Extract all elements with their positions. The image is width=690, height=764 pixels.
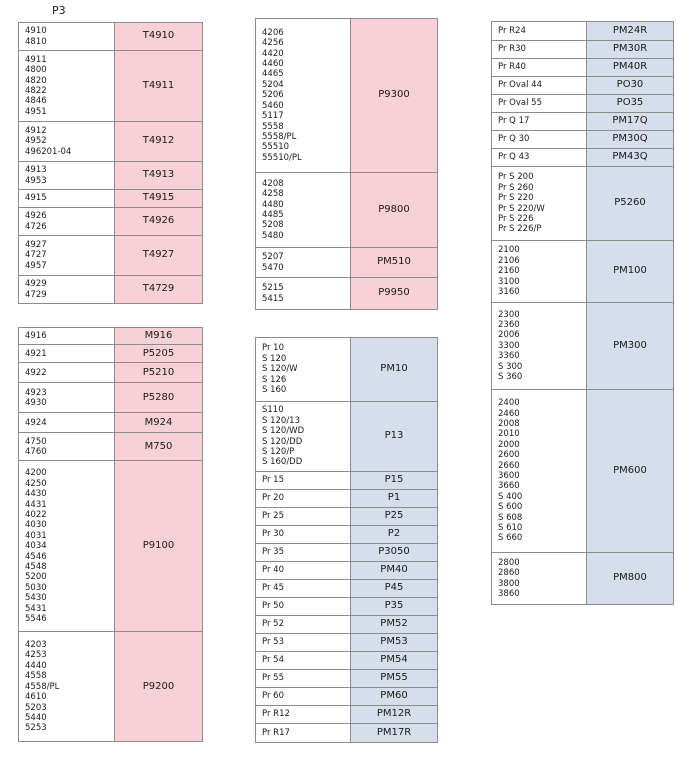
- series-label: P9800: [351, 173, 438, 248]
- series-label: PM53: [351, 634, 438, 652]
- product-codes: 4208 4258 4480 4485 5208 5480: [256, 173, 351, 248]
- product-codes: Pr R40: [492, 59, 587, 77]
- table-row: [256, 248, 438, 278]
- series-label: PM600: [587, 390, 674, 553]
- table-row: [256, 173, 438, 248]
- series-label: P45: [351, 580, 438, 598]
- table-row: [256, 616, 438, 634]
- table-row: [256, 670, 438, 688]
- table-row: [19, 122, 203, 162]
- table-row: [492, 131, 674, 149]
- series-label: T4927: [115, 236, 203, 276]
- series-label: P3050: [351, 544, 438, 562]
- table-row: [19, 328, 203, 345]
- series-label: PM300: [587, 303, 674, 390]
- product-codes: 4924: [19, 413, 115, 433]
- product-codes: Pr 54: [256, 652, 351, 670]
- xref-table-p9300-group: [255, 18, 438, 310]
- product-codes: 4200 4250 4430 4431 4022 4030 4031 4034 4546 4548 5200 5030 5430 5431 5546: [19, 461, 115, 632]
- series-label: M916: [115, 328, 203, 345]
- table-row: [256, 580, 438, 598]
- series-label: T4910: [115, 23, 203, 51]
- product-codes: Pr 45: [256, 580, 351, 598]
- product-codes: Pr 15: [256, 472, 351, 490]
- product-codes: Pr 35: [256, 544, 351, 562]
- product-codes: Pr R30: [492, 41, 587, 59]
- product-codes: 2300 2360 2006 3300 3360 S 300 S 360: [492, 303, 587, 390]
- series-label: PM510: [351, 248, 438, 278]
- product-codes: 4203 4253 4440 4558 4558/PL 4610 5203 5440 5253: [19, 632, 115, 742]
- product-codes: 4916: [19, 328, 115, 345]
- series-label: P13: [351, 402, 438, 472]
- table-row: [256, 688, 438, 706]
- series-label: T4926: [115, 208, 203, 236]
- table-row: [492, 149, 674, 167]
- series-label: PM30Q: [587, 131, 674, 149]
- table-row: [256, 562, 438, 580]
- table-row: [492, 113, 674, 131]
- product-codes: 4911 4800 4820 4822 4846 4951: [19, 51, 115, 122]
- series-label: PM55: [351, 670, 438, 688]
- product-codes: 4921: [19, 345, 115, 363]
- product-codes: 4910 4810: [19, 23, 115, 51]
- product-codes: 4929 4729: [19, 276, 115, 304]
- product-codes: Pr Q 30: [492, 131, 587, 149]
- series-label: M924: [115, 413, 203, 433]
- product-codes: 4915: [19, 190, 115, 208]
- series-label: P25: [351, 508, 438, 526]
- xref-table-pm10-group: [255, 337, 438, 743]
- product-codes: S110 S 120/13 S 120/WD S 120/DD S 120/P S 160/DD: [256, 402, 351, 472]
- series-label: PM30R: [587, 41, 674, 59]
- product-codes: 5207 5470: [256, 248, 351, 278]
- table-row: [492, 167, 674, 241]
- series-label: P5280: [115, 383, 203, 413]
- product-codes: Pr R24: [492, 22, 587, 41]
- table-row: [256, 634, 438, 652]
- product-codes: 4912 4952 496201-04: [19, 122, 115, 162]
- product-codes: Pr 30: [256, 526, 351, 544]
- xref-table-t4910-group: [18, 22, 203, 304]
- table-row: [492, 303, 674, 390]
- table-row: [256, 652, 438, 670]
- product-codes: Pr R12: [256, 706, 351, 724]
- series-label: P9100: [115, 461, 203, 632]
- series-label: P2: [351, 526, 438, 544]
- table-row: [256, 724, 438, 743]
- product-codes: Pr 40: [256, 562, 351, 580]
- product-codes: Pr Q 43: [492, 149, 587, 167]
- table-row: [19, 433, 203, 461]
- series-label: PM60: [351, 688, 438, 706]
- product-codes: 4926 4726: [19, 208, 115, 236]
- table-row: [19, 208, 203, 236]
- product-codes: 2800 2860 3800 3860: [492, 553, 587, 605]
- table-row: [19, 23, 203, 51]
- series-label: T4911: [115, 51, 203, 122]
- series-label: PM54: [351, 652, 438, 670]
- xref-table-m916-group: [18, 327, 203, 742]
- table-row: [492, 553, 674, 605]
- product-codes: 2400 2460 2008 2010 2000 2600 2660 3600 3660 S 400 S 600 S 608 S 610 S 660: [492, 390, 587, 553]
- table-row: [256, 526, 438, 544]
- series-label: P1: [351, 490, 438, 508]
- series-label: PM52: [351, 616, 438, 634]
- product-codes: Pr 53: [256, 634, 351, 652]
- series-label: PM40R: [587, 59, 674, 77]
- series-label: PM17Q: [587, 113, 674, 131]
- series-label: PM100: [587, 241, 674, 303]
- product-codes: Pr 55: [256, 670, 351, 688]
- product-codes: Pr 50: [256, 598, 351, 616]
- table-row: [256, 598, 438, 616]
- product-codes: Pr 60: [256, 688, 351, 706]
- table-row: [256, 490, 438, 508]
- product-codes: 4923 4930: [19, 383, 115, 413]
- series-label: PM10: [351, 338, 438, 402]
- table-row: [256, 19, 438, 173]
- product-codes: 2100 2106 2160 3100 3160: [492, 241, 587, 303]
- series-label: M750: [115, 433, 203, 461]
- series-label: PM800: [587, 553, 674, 605]
- product-codes: 4750 4760: [19, 433, 115, 461]
- table-row: [256, 508, 438, 526]
- table-row: [492, 390, 674, 553]
- series-label: P9950: [351, 278, 438, 310]
- table-row: [19, 363, 203, 383]
- series-label: P5260: [587, 167, 674, 241]
- series-label: T4915: [115, 190, 203, 208]
- table-row: [256, 544, 438, 562]
- series-label: T4912: [115, 122, 203, 162]
- product-codes: Pr 52: [256, 616, 351, 634]
- table-row: [492, 59, 674, 77]
- product-codes: Pr 10 S 120 S 120/W S 126 S 160: [256, 338, 351, 402]
- table-row: [492, 41, 674, 59]
- product-codes: Pr R17: [256, 724, 351, 743]
- series-label: PM12R: [351, 706, 438, 724]
- table-row: [19, 190, 203, 208]
- series-label: PO35: [587, 95, 674, 113]
- table-row: [19, 276, 203, 304]
- table-row: [19, 632, 203, 742]
- product-codes: 4913 4953: [19, 162, 115, 190]
- table-row: [19, 461, 203, 632]
- series-label: P9200: [115, 632, 203, 742]
- series-label: PM17R: [351, 724, 438, 743]
- series-label: PM40: [351, 562, 438, 580]
- table-row: [19, 345, 203, 363]
- product-codes: Pr Q 17: [492, 113, 587, 131]
- series-label: P5205: [115, 345, 203, 363]
- product-codes: Pr Oval 55: [492, 95, 587, 113]
- table-row: [19, 383, 203, 413]
- product-codes: 4927 4727 4957: [19, 236, 115, 276]
- product-codes: Pr S 200 Pr S 260 Pr S 220 Pr S 220/W Pr S 226 Pr S 226/P: [492, 167, 587, 241]
- series-label: PO30: [587, 77, 674, 95]
- page-label: P3: [52, 4, 66, 17]
- product-codes: Pr 25: [256, 508, 351, 526]
- table-row: [19, 51, 203, 122]
- product-codes: Pr 20: [256, 490, 351, 508]
- table-row: [256, 706, 438, 724]
- series-label: P15: [351, 472, 438, 490]
- table-row: [256, 472, 438, 490]
- table-row: [19, 162, 203, 190]
- table-row: [256, 338, 438, 402]
- series-label: PM43Q: [587, 149, 674, 167]
- table-row: [492, 77, 674, 95]
- product-codes: 4206 4256 4420 4460 4465 5204 5206 5460 5117 5558 5558/PL 55510 55510/PL: [256, 19, 351, 173]
- table-row: [256, 402, 438, 472]
- table-row: [492, 95, 674, 113]
- series-label: P9300: [351, 19, 438, 173]
- series-label: P5210: [115, 363, 203, 383]
- product-codes: Pr Oval 44: [492, 77, 587, 95]
- table-row: [492, 22, 674, 41]
- table-row: [492, 241, 674, 303]
- series-label: T4913: [115, 162, 203, 190]
- series-label: P35: [351, 598, 438, 616]
- table-row: [256, 278, 438, 310]
- table-row: [19, 413, 203, 433]
- product-codes: 4922: [19, 363, 115, 383]
- product-codes: 5215 5415: [256, 278, 351, 310]
- series-label: PM24R: [587, 22, 674, 41]
- table-row: [19, 236, 203, 276]
- xref-table-pm24r-group: [491, 21, 674, 605]
- series-label: T4729: [115, 276, 203, 304]
